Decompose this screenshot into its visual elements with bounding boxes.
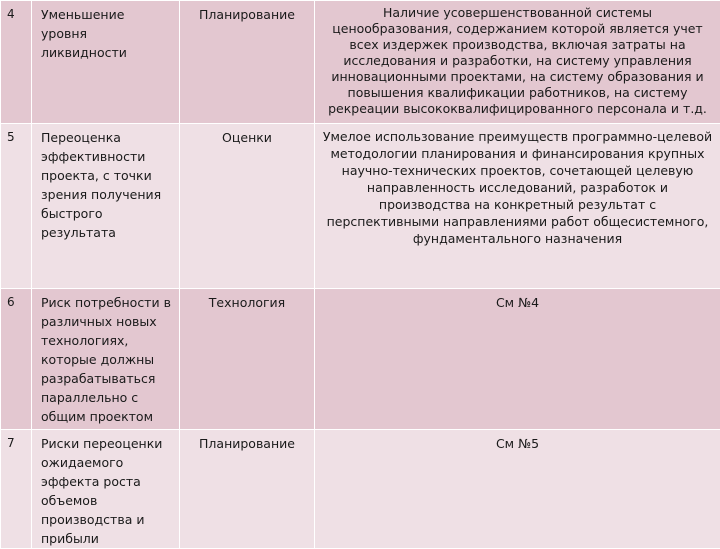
risk-name: Риск потребности в различных новых технологиях, которые должны разрабатываться параллельно с общим проектом [32,289,180,430]
row-number: 6 [1,289,32,430]
measure-description: См №4 [315,289,720,430]
row-number: 7 [1,430,32,549]
measure-description: См №5 [315,430,720,549]
risk-name: Риски переоценки ожидаемого эффекта роста объемов производства и прибыли [32,430,180,549]
risk-name: Переоценка эффективности проекта, с точки зрения получения быстрого результата [32,124,180,289]
measure-description: Умелое использование преимуществ программно-целевой методологии планирования и финансирования крупных научно-технических проектов, сочетающей целевую направленность исследований, разработок и производства на конкретный результат с перспективными направлениями работ общесистемного, фундаментального назначения [315,124,720,289]
table-row [1,1,720,124]
risk-name: Уменьшение уровня ликвидности [32,1,180,124]
measure-description: Наличие усовершенствованной системы ценообразования, содержанием которой является учет всех издержек производства, включая затраты на исследования и разработки, на систему управления инновационными проектами, на систему образования и повышения квалификации работников, на систему рекреации высококвалифицированного персонала и т.д. [315,1,720,124]
method-name: Оценки [180,124,315,289]
row-number: 4 [1,1,32,124]
table-row [1,124,720,289]
method-name: Технология [180,289,315,430]
table-row [1,289,720,430]
row-number: 5 [1,124,32,289]
method-name: Планирование [180,1,315,124]
table-row [1,430,720,549]
method-name: Планирование [180,430,315,549]
